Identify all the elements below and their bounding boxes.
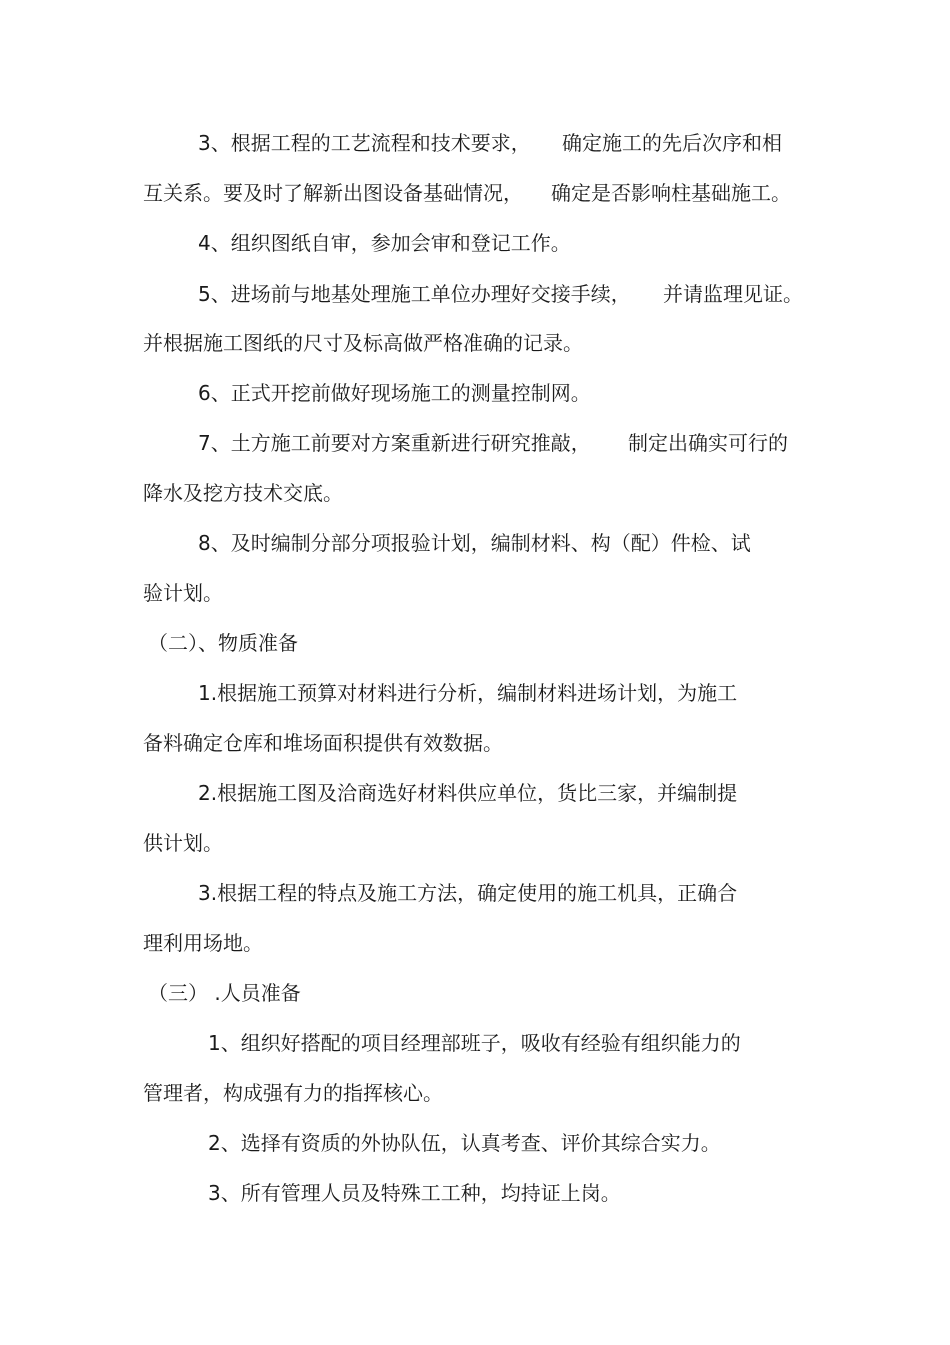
paragraph-line bbox=[208, 1180, 621, 1206]
paragraph-line bbox=[562, 130, 782, 156]
text-segment: 7、土方施工前要对方案重新进行研究推敲， bbox=[198, 431, 591, 455]
section-heading bbox=[148, 630, 298, 656]
text-segment: 1、组织好搭配的项目经理部班子，吸收有经验有组织能力的 bbox=[208, 1031, 741, 1055]
text-segment: 供计划。 bbox=[143, 831, 223, 855]
text-segment: 2.根据施工图及洽商选好材料供应单位，货比三家，并编制提 bbox=[198, 781, 738, 805]
section-heading bbox=[148, 980, 301, 1006]
paragraph-line bbox=[208, 1130, 721, 1156]
text-segment: 验计划。 bbox=[143, 581, 223, 605]
paragraph-line bbox=[143, 480, 343, 506]
text-segment: 3、根据工程的工艺流程和技术要求， bbox=[198, 131, 531, 155]
paragraph-line bbox=[143, 180, 523, 206]
paragraph-line bbox=[198, 230, 571, 256]
paragraph-line bbox=[198, 281, 631, 307]
text-segment: 8、及时编制分部分项报验计划，编制材料、构（配）件检、试 bbox=[198, 531, 751, 555]
text-segment: 理利用场地。 bbox=[143, 931, 263, 955]
paragraph-line bbox=[198, 780, 737, 806]
paragraph-line bbox=[143, 930, 263, 956]
paragraph-line bbox=[198, 130, 531, 156]
text-segment: 互关系。要及时了解新出图设备基础情况， bbox=[143, 181, 523, 205]
text-segment: 3、所有管理人员及特殊工工种，均持证上岗。 bbox=[208, 1181, 621, 1205]
paragraph-line bbox=[198, 680, 737, 706]
paragraph-line bbox=[198, 430, 591, 456]
text-segment: 备料确定仓库和堆场面积提供有效数据。 bbox=[143, 731, 503, 755]
text-segment: 2、选择有资质的外协队伍，认真考查、评价其综合实力。 bbox=[208, 1131, 721, 1155]
text-segment: 3.根据工程的特点及施工方法，确定使用的施工机具，正确合 bbox=[198, 881, 738, 905]
text-segment: 6、正式开挖前做好现场施工的测量控制网。 bbox=[198, 381, 591, 405]
paragraph-line bbox=[143, 580, 223, 606]
text-segment: 降水及挖方技术交底。 bbox=[143, 481, 343, 505]
paragraph-line bbox=[551, 180, 791, 206]
paragraph-line bbox=[143, 330, 583, 356]
paragraph-line bbox=[198, 530, 751, 556]
text-segment: 确定是否影响柱基础施工。 bbox=[551, 181, 791, 205]
text-segment: 管理者，构成强有力的指挥核心。 bbox=[143, 1081, 443, 1105]
paragraph-line bbox=[663, 281, 803, 307]
text-segment: 5、进场前与地基处理施工单位办理好交接手续， bbox=[198, 282, 631, 306]
text-segment: 4、组织图纸自审，参加会审和登记工作。 bbox=[198, 231, 571, 255]
paragraph-line bbox=[208, 1030, 741, 1056]
paragraph-line bbox=[143, 1080, 443, 1106]
paragraph-line bbox=[143, 730, 503, 756]
text-segment: （三） .人员准备 bbox=[148, 981, 301, 1005]
paragraph-line bbox=[143, 830, 223, 856]
paragraph-line bbox=[198, 880, 737, 906]
text-segment: 并请监理见证。 bbox=[663, 282, 803, 306]
text-segment: 确定施工的先后次序和相 bbox=[562, 131, 782, 155]
paragraph-line bbox=[628, 430, 788, 456]
text-segment: 制定出确实可行的 bbox=[628, 431, 788, 455]
text-segment: （二）、物质准备 bbox=[148, 631, 298, 655]
paragraph-line bbox=[198, 380, 591, 406]
text-segment: 1.根据施工预算对材料进行分析，编制材料进场计划，为施工 bbox=[198, 681, 738, 705]
text-segment: 并根据施工图纸的尺寸及标高做严格准确的记录。 bbox=[143, 331, 583, 355]
